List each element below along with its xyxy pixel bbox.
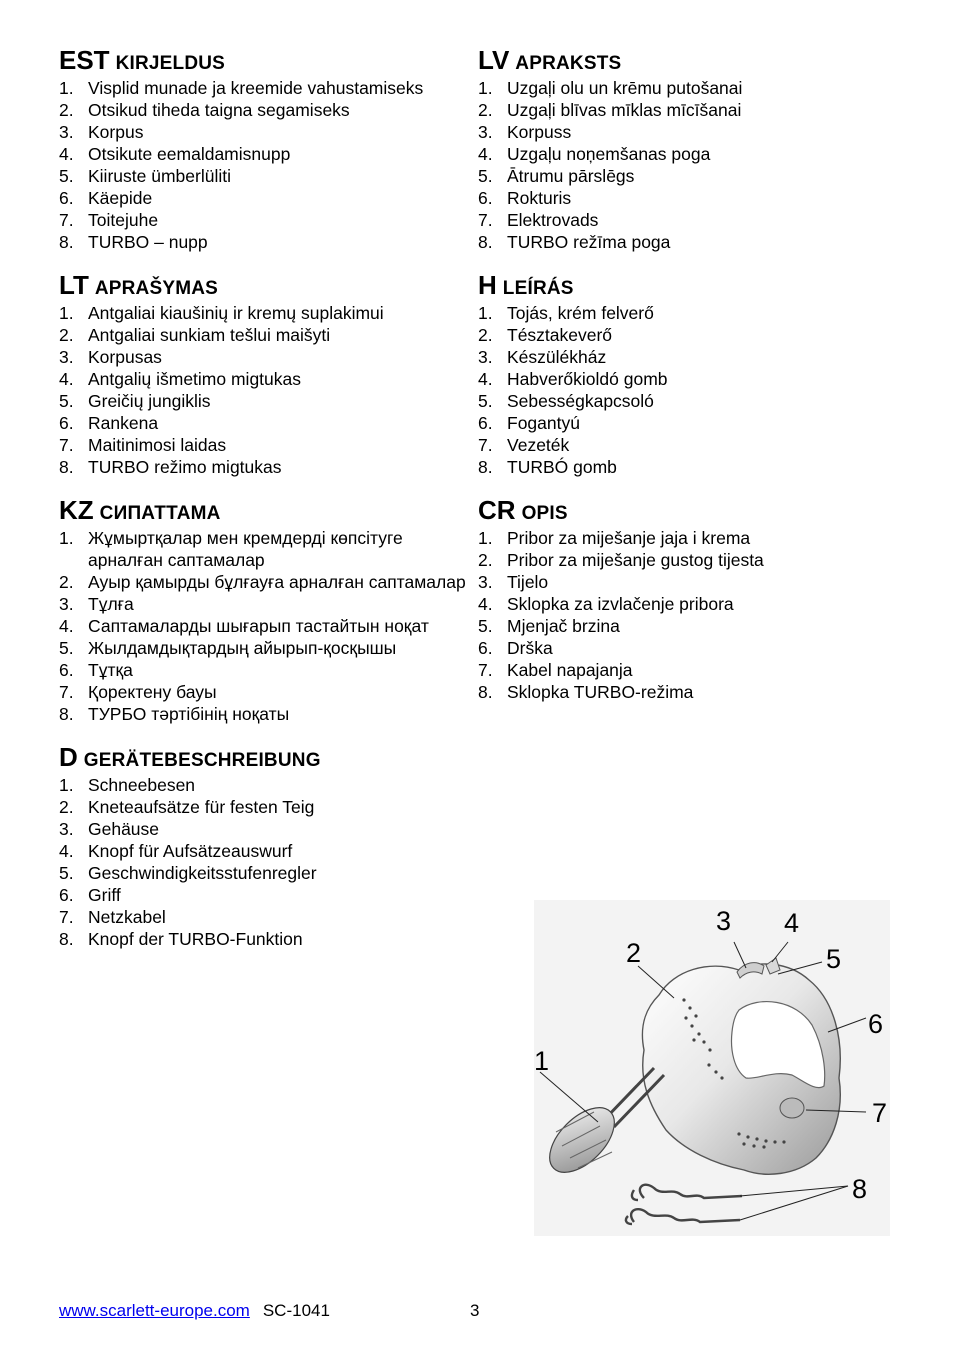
right-column: [478, 44, 898, 719]
item-text: Knopf der TURBO-Funktion: [88, 929, 303, 949]
language-code: D: [59, 742, 78, 772]
item-number: 2.: [478, 550, 493, 570]
item-number: 5.: [478, 166, 493, 186]
item-text: Sklopka za izvlačenje pribora: [507, 594, 734, 614]
section-heading: [478, 269, 898, 301]
item-number: 3.: [59, 594, 74, 614]
item-number: 7.: [59, 435, 74, 455]
item-number: 8.: [478, 232, 493, 252]
list-item: [59, 77, 467, 99]
section-d: [59, 741, 467, 950]
list-item: [478, 390, 898, 412]
item-text: Geschwindigkeitsstufenregler: [88, 863, 317, 883]
list-item: [59, 862, 467, 884]
item-text: Korpus: [88, 122, 144, 142]
item-number: 3.: [59, 122, 74, 142]
language-code: KZ: [59, 495, 94, 525]
section-name: СИПАТТАМА: [99, 503, 221, 524]
item-number: 5.: [59, 166, 74, 186]
item-text: Uzgaļi blīvas mīklas mīcīšanai: [507, 100, 742, 120]
language-code: CR: [478, 495, 516, 525]
section-heading: [478, 44, 898, 76]
item-number: 7.: [59, 682, 74, 702]
parts-list: [478, 527, 898, 703]
parts-list: [59, 77, 467, 253]
callout-number: 8: [852, 1174, 868, 1204]
parts-list: [478, 77, 898, 253]
list-item: [59, 659, 467, 681]
list-item: [59, 209, 467, 231]
item-number: 6.: [59, 660, 74, 680]
list-item: [59, 121, 467, 143]
item-number: 7.: [59, 907, 74, 927]
item-number: 1.: [59, 775, 74, 795]
item-text: Antgaliai kiaušinių ir kremų suplakimui: [88, 303, 384, 323]
callout-number: 1: [534, 1046, 550, 1076]
list-item: [478, 368, 898, 390]
language-code: LT: [59, 270, 89, 300]
list-item: [478, 456, 898, 478]
item-number: 7.: [478, 210, 493, 230]
item-number: 6.: [59, 885, 74, 905]
item-number: 3.: [59, 819, 74, 839]
item-text: Antgalių išmetimo migtukas: [88, 369, 301, 389]
list-item: [478, 571, 898, 593]
list-item: [59, 412, 467, 434]
list-item: [59, 231, 467, 253]
item-text: Sklopka TURBO-režima: [507, 682, 694, 702]
item-text: Ātrumu pārslēgs: [507, 166, 635, 186]
list-item: [59, 390, 467, 412]
item-number: 8.: [59, 929, 74, 949]
language-code: EST: [59, 45, 110, 75]
item-number: 2.: [478, 325, 493, 345]
item-number: 4.: [59, 144, 74, 164]
section-name: KIRJELDUS: [115, 53, 226, 74]
item-text: Toitejuhe: [88, 210, 159, 230]
parts-list: [59, 774, 467, 950]
section-heading: [59, 494, 467, 526]
item-text: Elektrovads: [507, 210, 599, 230]
parts-list: [478, 302, 898, 478]
item-text: Жылдамдықтардың айырып-қосқышы: [88, 638, 397, 658]
list-item: [59, 615, 467, 637]
item-number: 3.: [478, 572, 493, 592]
item-text: Тұлға: [88, 594, 134, 614]
item-text: ТУРБО тәртібінің ноқаты: [88, 704, 290, 724]
list-item: [59, 884, 467, 906]
list-item: [478, 99, 898, 121]
callout-number: 2: [626, 938, 642, 968]
list-item: [478, 165, 898, 187]
section-est: [59, 44, 467, 253]
mixer-diagram: [534, 900, 890, 1236]
list-item: [59, 165, 467, 187]
list-item: [59, 818, 467, 840]
item-number: 2.: [59, 797, 74, 817]
hand-mixer-illustration: [534, 900, 890, 1236]
item-number: 6.: [59, 188, 74, 208]
list-item: [59, 840, 467, 862]
section-name: LEÍRÁS: [502, 278, 574, 299]
list-item: [59, 774, 467, 796]
item-number: 5.: [478, 391, 493, 411]
item-number: 5.: [59, 863, 74, 883]
item-number: 8.: [59, 232, 74, 252]
item-number: 4.: [478, 594, 493, 614]
item-number: 1.: [59, 528, 74, 548]
item-number: 2.: [59, 325, 74, 345]
list-item: [59, 796, 467, 818]
item-number: 7.: [59, 210, 74, 230]
item-number: 5.: [59, 638, 74, 658]
item-number: 3.: [478, 122, 493, 142]
list-item: [478, 412, 898, 434]
list-item: [478, 324, 898, 346]
page-number: 3: [470, 1301, 480, 1320]
list-item: [478, 549, 898, 571]
list-item: [478, 302, 898, 324]
item-text: Gehäuse: [88, 819, 160, 839]
item-text: TURBO – nupp: [88, 232, 208, 252]
parts-list: [59, 302, 467, 478]
list-item: [59, 302, 467, 324]
list-item: [59, 368, 467, 390]
list-item: [59, 681, 467, 703]
item-text: Uzgaļu noņemšanas poga: [507, 144, 711, 164]
item-number: 1.: [59, 78, 74, 98]
item-number: 6.: [478, 413, 493, 433]
callout-number: 4: [784, 908, 800, 938]
item-number: 6.: [478, 638, 493, 658]
item-text: TURBO režimo migtukas: [88, 457, 282, 477]
section-name: GERÄTEBESCHREIBUNG: [83, 750, 321, 771]
item-text: Greičių jungiklis: [88, 391, 211, 411]
list-item: [478, 527, 898, 549]
item-number: 3.: [59, 347, 74, 367]
item-text: Készülékház: [507, 347, 607, 367]
item-text: Schneebesen: [88, 775, 196, 795]
item-number: 8.: [59, 457, 74, 477]
callout-number: 6: [868, 1009, 884, 1039]
list-item: [478, 187, 898, 209]
item-text: Griff: [88, 885, 121, 905]
item-number: 1.: [478, 78, 493, 98]
list-item: [59, 143, 467, 165]
item-number: 4.: [478, 144, 493, 164]
item-number: 4.: [59, 616, 74, 636]
section-heading: [478, 494, 898, 526]
list-item: [478, 681, 898, 703]
list-item: [478, 659, 898, 681]
website-link[interactable]: www.scarlett-europe.com: [59, 1301, 250, 1320]
item-text: Habverőkioldó gomb: [507, 369, 668, 389]
list-item: [59, 593, 467, 615]
page-footer: [59, 1300, 330, 1322]
section-h: [478, 269, 898, 478]
section-name: APRAKSTS: [515, 53, 622, 74]
list-item: [59, 928, 467, 950]
list-item: [59, 346, 467, 368]
item-text: Vezeték: [507, 435, 570, 455]
list-item: [59, 703, 467, 725]
list-item: [478, 615, 898, 637]
list-item: [478, 77, 898, 99]
item-number: 8.: [478, 682, 493, 702]
item-number: 8.: [59, 704, 74, 724]
list-item: [478, 593, 898, 615]
section-name: OPIS: [521, 503, 568, 524]
list-item: [59, 456, 467, 478]
item-number: 2.: [59, 572, 74, 592]
section-heading: [59, 741, 467, 773]
section-lv: [478, 44, 898, 253]
section-cr: [478, 494, 898, 703]
item-text: Visplid munade ja kreemide vahustamiseks: [88, 78, 424, 98]
list-item: [59, 99, 467, 121]
list-item: [59, 527, 467, 571]
item-text: Pribor za miješanje jaja i krema: [507, 528, 751, 548]
list-item: [59, 571, 467, 593]
item-text: Otsikud tiheda taigna segamiseks: [88, 100, 350, 120]
callout-number: 5: [826, 944, 842, 974]
item-text: Uzgaļi olu un krēmu putošanai: [507, 78, 743, 98]
item-text: Ауыр қамырды бұлғауға арналған саптамалар: [88, 572, 466, 592]
item-text: Kneteaufsätze für festen Teig: [88, 797, 315, 817]
item-number: 5.: [59, 391, 74, 411]
item-text: Kabel napajanja: [507, 660, 633, 680]
list-item: [478, 434, 898, 456]
list-item: [478, 121, 898, 143]
item-number: 3.: [478, 347, 493, 367]
item-text: Tésztakeverő: [507, 325, 613, 345]
item-number: 7.: [478, 435, 493, 455]
item-number: 4.: [59, 841, 74, 861]
item-number: 4.: [59, 369, 74, 389]
section-name: APRAŠYMAS: [94, 278, 219, 299]
item-number: 5.: [478, 616, 493, 636]
item-text: Knopf für Aufsätzeauswurf: [88, 841, 293, 861]
section-kz: [59, 494, 467, 725]
section-heading: [59, 44, 467, 76]
item-text: Tijelo: [507, 572, 549, 592]
item-number: 4.: [478, 369, 493, 389]
item-text: TURBÓ gomb: [507, 457, 617, 477]
list-item: [478, 209, 898, 231]
list-item: [478, 143, 898, 165]
item-text: Tojás, krém felverő: [507, 303, 654, 323]
list-item: [478, 637, 898, 659]
item-text: Drška: [507, 638, 553, 658]
left-column: [59, 44, 467, 966]
list-item: [59, 434, 467, 456]
item-text: Korpusas: [88, 347, 162, 367]
item-text: Otsikute eemaldamisnupp: [88, 144, 291, 164]
item-text: Тұтқа: [88, 660, 133, 680]
list-item: [478, 231, 898, 253]
list-item: [59, 324, 467, 346]
item-number: 1.: [478, 528, 493, 548]
list-item: [59, 906, 467, 928]
list-item: [59, 637, 467, 659]
callout-number: 7: [872, 1098, 888, 1128]
list-item: [59, 187, 467, 209]
item-text: Korpuss: [507, 122, 572, 142]
item-number: 6.: [478, 188, 493, 208]
item-text: Rokturis: [507, 188, 572, 208]
item-number: 8.: [478, 457, 493, 477]
item-number: 1.: [478, 303, 493, 323]
item-text: Maitinimosi laidas: [88, 435, 227, 455]
cord-outlet: [780, 1098, 804, 1118]
item-text: Käepide: [88, 188, 153, 208]
section-lt: [59, 269, 467, 478]
item-number: 6.: [59, 413, 74, 433]
item-text: Kiiruste ümberlüliti: [88, 166, 231, 186]
item-text: Fogantyú: [507, 413, 580, 433]
parts-list: [59, 527, 467, 725]
section-heading: [59, 269, 467, 301]
item-text: Antgaliai sunkiam tešlui maišyti: [88, 325, 331, 345]
item-number: 2.: [478, 100, 493, 120]
item-text: Sebességkapcsoló: [507, 391, 654, 411]
item-text: Саптамаларды шығарып тастайтын ноқат: [88, 616, 429, 636]
item-number: 2.: [59, 100, 74, 120]
item-text: Netzkabel: [88, 907, 166, 927]
item-text: Жұмыртқалар мен кремдерді көпсітуге арналған саптамалар: [88, 528, 403, 570]
item-text: Pribor za miješanje gustog tijesta: [507, 550, 764, 570]
item-text: Қоректену бауы: [88, 682, 217, 702]
callout-number: 3: [716, 906, 732, 936]
item-text: Rankena: [88, 413, 159, 433]
model-number: SC-1041: [262, 1301, 330, 1320]
item-number: 1.: [59, 303, 74, 323]
language-code: LV: [478, 45, 510, 75]
item-text: TURBO režīma poga: [507, 232, 671, 252]
language-code: H: [478, 270, 497, 300]
item-text: Mjenjač brzina: [507, 616, 620, 636]
list-item: [478, 346, 898, 368]
item-number: 7.: [478, 660, 493, 680]
